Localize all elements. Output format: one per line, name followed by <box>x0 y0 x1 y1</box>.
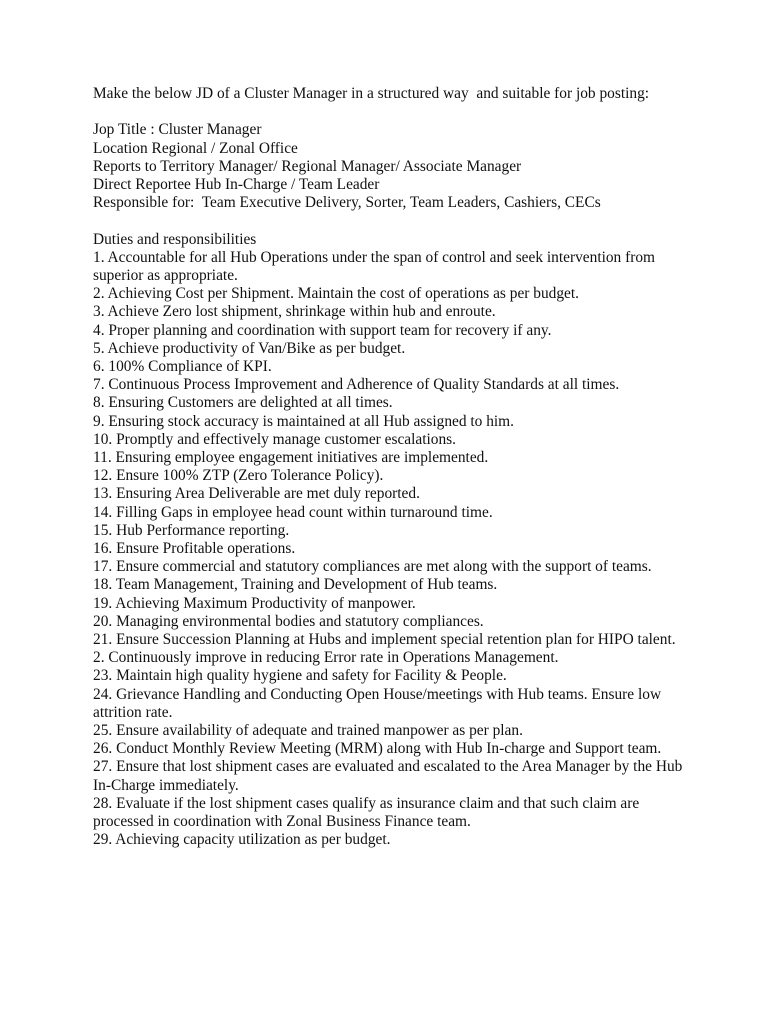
paragraph-spacer <box>93 103 683 121</box>
job-title-field: Jop Title : Cluster Manager <box>93 121 262 139</box>
duty-item: 20. Managing environmental bodies and statutory compliances. <box>93 612 484 630</box>
duty-item: 27. Ensure that lost shipment cases are evaluated and escalated to the Area Manager by the Hub In-Charge immediately. <box>93 758 687 794</box>
duty-item: 2. Continuously improve in reducing Error rate in Operations Management. <box>93 649 559 667</box>
duty-item: 7. Continuous Process Improvement and Adherence of Quality Standards at all times. <box>93 376 620 394</box>
location-field: Location Regional / Zonal Office <box>93 139 298 157</box>
duty-item: 2. Achieving Cost per Shipment. Maintain the cost of operations as per budget. <box>93 285 579 303</box>
duty-item: 24. Grievance Handling and Conducting Open House/meetings with Hub teams. Ensure low attrition rate. <box>93 685 665 721</box>
duty-item: 16. Ensure Profitable operations. <box>93 540 296 558</box>
duty-item: 12. Ensure 100% ZTP (Zero Tolerance Policy). <box>93 467 384 485</box>
duty-item: 18. Team Management, Training and Development of Hub teams. <box>93 576 498 594</box>
duty-item: 9. Ensuring stock accuracy is maintained at all Hub assigned to him. <box>93 412 515 430</box>
duty-item: 23. Maintain high quality hygiene and safety for Facility & People. <box>93 667 507 685</box>
duty-item: 13. Ensuring Area Deliverable are met duly reported. <box>93 485 420 503</box>
duties-list <box>93 248 687 850</box>
duty-item: 8. Ensuring Customers are delighted at all times. <box>93 394 393 412</box>
job-header-fields <box>93 121 683 212</box>
duty-item: 26. Conduct Monthly Review Meeting (MRM) along with Hub In-charge and Support team. <box>93 740 662 758</box>
duty-item: 21. Ensure Succession Planning at Hubs and implement special retention plan for HIPO talent. <box>93 631 676 649</box>
intro-paragraph: Make the below JD of a Cluster Manager in a structured way and suitable for job posting: <box>93 85 650 102</box>
paragraph-spacer <box>93 212 683 230</box>
duty-item: 5. Achieve productivity of Van/Bike as per budget. <box>93 339 406 357</box>
duty-item: 25. Ensure availability of adequate and trained manpower as per plan. <box>93 722 523 740</box>
duty-item: 1. Accountable for all Hub Operations under the span of control and seek intervention from superior as appropriate. <box>93 248 659 284</box>
responsible-for-field: Responsible for: Team Executive Delivery, Sorter, Team Leaders, Cashiers, CECs <box>93 194 601 212</box>
duty-item: 14. Filling Gaps in employee head count within turnaround time. <box>93 503 493 521</box>
duties-heading: Duties and responsibilities <box>93 230 257 248</box>
duty-item: 19. Achieving Maximum Productivity of manpower. <box>93 594 416 612</box>
duty-item: 10. Promptly and effectively manage customer escalations. <box>93 430 456 448</box>
duty-item: 17. Ensure commercial and statutory compliances are met along with the support of teams. <box>93 558 652 576</box>
duty-item: 15. Hub Performance reporting. <box>93 521 290 539</box>
duty-item: 28. Evaluate if the lost shipment cases qualify as insurance claim and that such claim are processed in coordination with Zonal Business Finance team. <box>93 794 644 831</box>
duty-item: 6. 100% Compliance of KPI. <box>93 358 272 376</box>
direct-reportee-field: Direct Reportee Hub In-Charge / Team Leader <box>93 176 380 193</box>
duty-item: 4. Proper planning and coordination with support team for recovery if any. <box>93 321 552 339</box>
duty-item: 11. Ensuring employee engagement initiatives are implemented. <box>93 449 489 467</box>
duty-item: 29. Achieving capacity utilization as per budget. <box>93 831 391 849</box>
document-page <box>93 85 687 850</box>
duty-item: 3. Achieve Zero lost shipment, shrinkage within hub and enroute. <box>93 303 496 321</box>
reports-to-field: Reports to Territory Manager/ Regional Manager/ Associate Manager <box>93 157 522 175</box>
